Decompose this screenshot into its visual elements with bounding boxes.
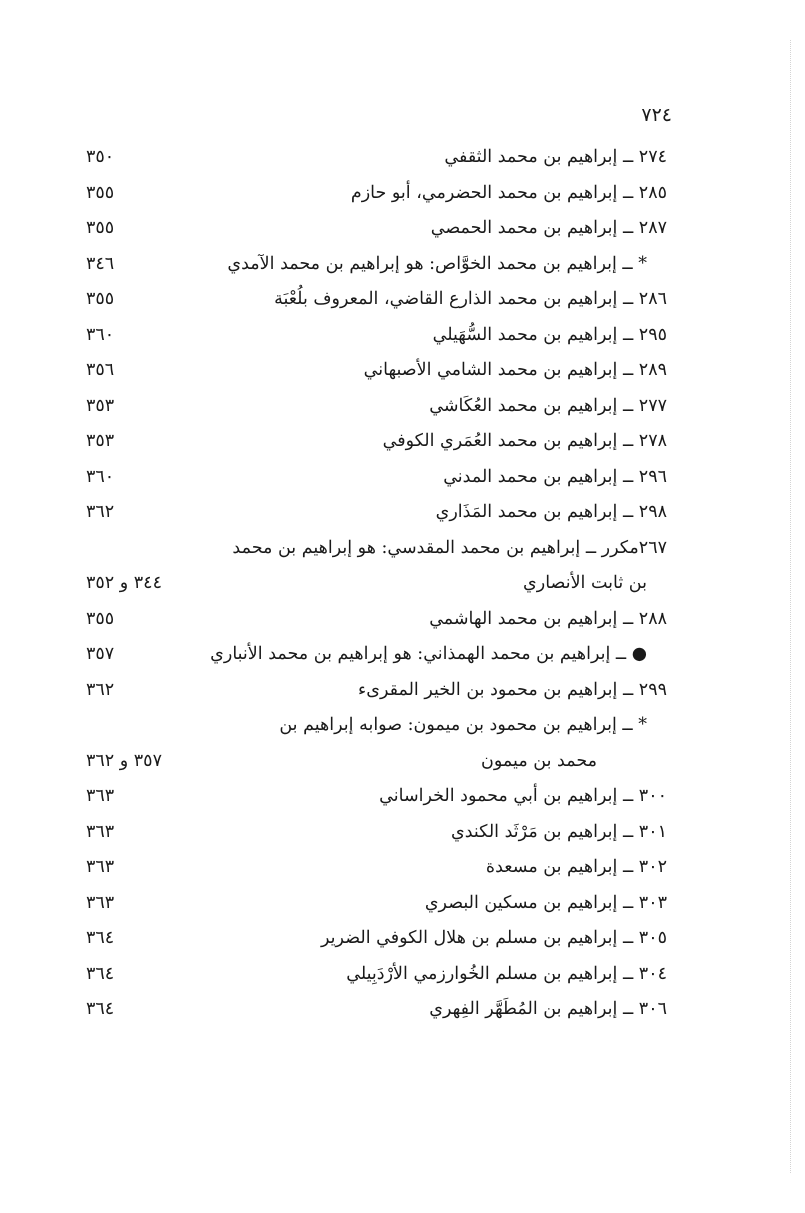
entry-page: ٣٥٥ — [86, 182, 115, 203]
index-entry — [0, 531, 805, 567]
index-entry — [0, 424, 805, 460]
entry-text: ٢٨٩ ــ إبراهيم بن محمد الشامي الأصبهاني — [363, 360, 667, 380]
entry-page: ٣٦٣ — [86, 857, 115, 877]
entry-page: ٣٦٤ — [86, 963, 115, 984]
index-entry — [0, 282, 805, 318]
entry-page: ٣٦٣ — [86, 892, 115, 913]
entry-text: ٣٠٤ ــ إبراهيم بن مسلم الخُوارزمي الأرْدَبِيلي — [346, 963, 667, 984]
index-entry — [0, 247, 805, 283]
entry-text: ٣٠٣ ــ إبراهيم بن مسكين البصري — [424, 892, 667, 913]
entry-text: ٣٠٦ ــ إبراهيم بن المُطَهَّر الفِهري — [429, 999, 667, 1019]
entry-page: ٣٥٣ — [86, 395, 115, 416]
entry-text: ٢٩٥ ــ إبراهيم بن محمد السُّهَيلي — [432, 324, 667, 345]
entry-text: ٣٠٥ ــ إبراهيم بن مسلم بن هلال الكوفي الضرير — [321, 928, 667, 948]
entry-page: ٣٦٤ — [86, 999, 115, 1019]
index-entry — [0, 708, 805, 744]
entry-page: ٣٥٠ — [86, 147, 115, 167]
index-entry — [0, 176, 805, 212]
entry-text: ٣٠١ ــ إبراهيم بن مَرْثَد الكندي — [451, 821, 667, 842]
entry-text: ٢٧٧ ــ إبراهيم بن محمد العُكَاشي — [429, 395, 667, 416]
entry-text: ٢٨٥ ــ إبراهيم بن محمد الحضرمي، أبو حازم — [350, 182, 667, 203]
entry-text: ٢٨٧ ــ إبراهيم بن محمد الحمصي — [430, 218, 667, 238]
entry-page: ٣٦٢ — [86, 502, 115, 522]
index-entry — [0, 886, 805, 922]
entry-page: ٣٥٥ — [86, 218, 115, 238]
index-entry-continuation — [0, 566, 805, 602]
index-entry-continuation — [0, 744, 805, 780]
entry-page: ٣٤٦ — [86, 253, 115, 274]
entry-text: ٢٩٩ ــ إبراهيم بن محمود بن الخير المقرىء — [358, 679, 667, 700]
index-entry — [0, 318, 805, 354]
entry-text: ٢٩٦ ــ إبراهيم بن محمد المدني — [443, 466, 667, 487]
index-entry — [0, 389, 805, 425]
entry-text: ٢٨٨ ــ إبراهيم بن محمد الهاشمي — [429, 608, 667, 629]
entry-page: ٣٦٠ — [86, 466, 115, 487]
entry-text: ٢٧٤ ــ إبراهيم بن محمد الثقفي — [444, 147, 667, 167]
index-entry — [0, 779, 805, 815]
index-entry — [0, 140, 805, 176]
entry-page: ٣٦٣ — [86, 786, 115, 806]
entry-text: ٣٠٠ ــ إبراهيم بن أبي محمود الخراساني — [379, 786, 667, 806]
index-entry — [0, 957, 805, 993]
entry-page: ٣٥٧ و ٣٦٢ — [86, 750, 162, 771]
entry-text: ● ــ إبراهيم بن محمد الهمذاني: هو إبراهيم بن محمد الأنباري — [210, 644, 647, 664]
entry-page: ٣٥٣ — [86, 431, 115, 451]
entry-page: ٣٥٥ — [86, 608, 115, 629]
entry-page: ٣٥٦ — [86, 360, 115, 380]
index-entry — [0, 495, 805, 531]
entry-text: ٢٧٨ ــ إبراهيم بن محمد العُمَري الكوفي — [382, 431, 667, 451]
entry-page: ٣٦٣ — [86, 821, 115, 842]
index-entry-list — [0, 140, 805, 1028]
entry-page: ٣٦٠ — [86, 324, 115, 345]
entry-text: محمد بن ميمون — [481, 750, 597, 771]
index-entry — [0, 460, 805, 496]
index-entry — [0, 211, 805, 247]
index-entry — [0, 815, 805, 851]
entry-page: ٣٦٤ — [86, 928, 115, 948]
entry-text: بن ثابت الأنصاري — [523, 573, 647, 593]
entry-text: ٢٩٨ ــ إبراهيم بن محمد المَذَاري — [435, 502, 667, 522]
page-number: ٧٢٤ — [641, 104, 672, 126]
entry-text: ٢٦٧مكرر ــ إبراهيم بن محمد المقدسي: هو إبراهيم بن محمد — [232, 537, 667, 558]
entry-page: ٣٥٧ — [86, 644, 115, 664]
entry-text: * ــ إبراهيم بن محمود بن ميمون: صوابه إبراهيم بن — [279, 715, 647, 735]
entry-text: ٣٠٢ ــ إبراهيم بن مسعدة — [485, 857, 667, 877]
entry-page: ٣٦٢ — [86, 679, 115, 700]
index-entry — [0, 353, 805, 389]
index-entry — [0, 850, 805, 886]
index-entry — [0, 992, 805, 1028]
entry-text: ٢٨٦ ــ إبراهيم بن محمد الذارع القاضي، المعروف بلُعْبَة — [274, 289, 667, 309]
index-entry — [0, 637, 805, 673]
entry-text: * ــ إبراهيم بن محمد الخوَّاص: هو إبراهيم بن محمد الآمدي — [227, 253, 647, 274]
index-entry — [0, 602, 805, 638]
index-entry — [0, 673, 805, 709]
entry-page: ٣٤٤ و ٣٥٢ — [86, 573, 162, 593]
index-entry — [0, 921, 805, 957]
entry-page: ٣٥٥ — [86, 289, 115, 309]
